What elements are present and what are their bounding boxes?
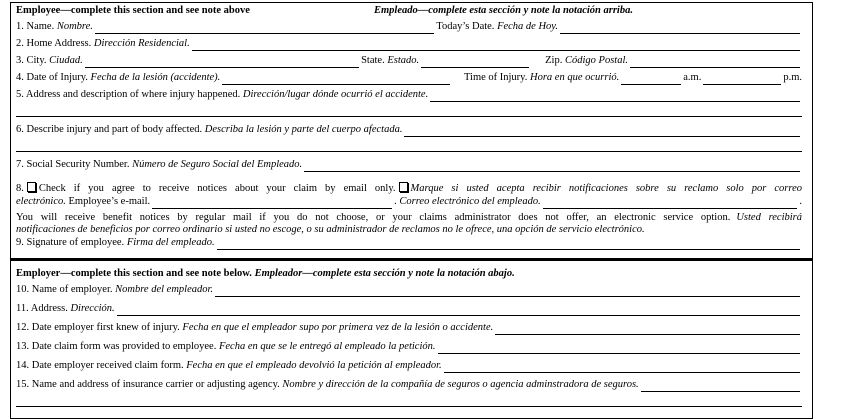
carrier-field[interactable]: [641, 381, 800, 392]
employee-section: [10, 2, 813, 259]
body-field[interactable]: [404, 126, 800, 137]
notice-es-2: notificaciones de beneficios por correo ordinario si usted no escoge, o su administrador de reclamos no le ofrece, una opción de servicio electrónico.: [16, 224, 645, 235]
row-received: [16, 359, 802, 373]
date-label: Today’s Date.: [436, 21, 495, 32]
carrier-label-es: Nombre y dirección de la compañía de seguros o agencia adminstradora de seguros.: [282, 379, 639, 390]
row-knew: [16, 321, 802, 335]
provided-field[interactable]: [438, 343, 801, 354]
body-label-es: Describa la lesión y parte del cuerpo afectada.: [204, 124, 403, 135]
row-name-date: [16, 20, 802, 34]
am-label: a.m.: [683, 72, 702, 83]
notice-en: You will receive benefit notices by regular mail if you do not choose, or your claims administrator does not offer, an electronic service option.: [16, 212, 731, 223]
place-label: 5. Address and description of where injury happened.: [16, 89, 241, 100]
row-email: electrónico. Employee’s e-mail. . Correo electrónico del empleado. .: [16, 196, 802, 207]
signature-field[interactable]: [217, 239, 800, 250]
row-city-state-zip: [16, 54, 802, 68]
row-employer-name: [16, 283, 802, 297]
name-label-es: Nombre.: [56, 21, 93, 32]
row-signature: [16, 236, 802, 250]
city-label-es: Ciudad.: [49, 55, 83, 66]
received-label: 14. Date employer received claim form.: [16, 360, 184, 371]
ssn-label-es: Número de Seguro Social del Empleado.: [132, 159, 303, 170]
carrier-field-line-2[interactable]: [16, 406, 802, 407]
signature-label-es: Firma del empleado.: [126, 237, 215, 248]
notice-es-1: Usted recibirá: [736, 212, 803, 223]
zip-field[interactable]: [630, 57, 800, 68]
email-num: 8.: [16, 183, 24, 194]
email-check-es: Marque si usted acepta recibir notificaciones sobre su reclamo solo por correo: [410, 183, 803, 194]
row-place: [16, 88, 802, 102]
provided-label: 13. Date claim form was provided to employee.: [16, 341, 217, 352]
employer-section: [10, 259, 813, 419]
body-label: 6. Describe injury and part of body affected.: [16, 124, 203, 135]
received-field[interactable]: [444, 362, 800, 373]
city-label: 3. City.: [16, 55, 47, 66]
carrier-label: 15. Name and address of insurance carrier or adjusting agency.: [16, 379, 280, 390]
address-field[interactable]: [192, 40, 800, 51]
state-label: State.: [361, 55, 385, 66]
employer-name-label: 10. Name of employer.: [16, 284, 113, 295]
employer-header-es: Empleador—complete esta sección y note la notación abajo.: [254, 268, 515, 279]
row-body-part: [16, 123, 802, 137]
state-label-es: Estado.: [387, 55, 420, 66]
address-label-es: Dirección Residencial.: [93, 38, 190, 49]
knew-label: 12. Date employer first knew of injury.: [16, 322, 180, 333]
employee-header-es: Empleado—complete esta sección y note la notación arriba.: [374, 5, 633, 16]
row-provided: [16, 340, 802, 354]
city-field[interactable]: [85, 57, 359, 68]
place-label-es: Dirección/lugar dónde ocurrió el accidente.: [242, 89, 429, 100]
injury-date-label: 4. Date of Injury.: [16, 72, 88, 83]
name-field[interactable]: [95, 23, 434, 34]
received-label-es: Fecha en que el empleado devolvió la petición al empleador.: [186, 360, 442, 371]
date-field[interactable]: [560, 23, 800, 34]
employer-address-label-es: Dirección.: [70, 303, 115, 314]
injury-time-pm-field[interactable]: [703, 74, 781, 85]
ssn-label: 7. Social Security Number.: [16, 159, 130, 170]
zip-label: Zip.: [545, 55, 563, 66]
date-label-es: Fecha de Hoy.: [497, 21, 558, 32]
row-injury-date-time: [16, 71, 802, 85]
ssn-field[interactable]: [304, 161, 800, 172]
row-ssn: [16, 158, 802, 172]
employer-name-field[interactable]: [215, 286, 800, 297]
provided-label-es: Fecha en que se le entregó al empleado la petición.: [218, 341, 436, 352]
state-field[interactable]: [421, 57, 529, 68]
injury-time-am-field[interactable]: [621, 74, 681, 85]
row-employer-address: [16, 302, 802, 316]
body-field-line-2[interactable]: [16, 151, 802, 152]
pm-label: p.m.: [783, 72, 802, 83]
row-notice-2: [16, 223, 802, 237]
email-label: Employee’s e-mail.: [68, 196, 151, 207]
injury-date-field[interactable]: [222, 74, 450, 85]
place-field[interactable]: [430, 91, 800, 102]
name-label: 1. Name.: [16, 21, 55, 32]
email-consent-checkbox-es[interactable]: [399, 182, 408, 192]
employer-name-label-es: Nombre del empleador.: [115, 284, 214, 295]
injury-time-label-es: Hora en que ocurrió.: [530, 72, 620, 83]
address-label: 2. Home Address.: [16, 38, 92, 49]
row-carrier: [16, 378, 802, 392]
injury-date-label-es: Fecha de la lesión (accidente).: [90, 72, 221, 83]
employer-address-field[interactable]: [117, 305, 800, 316]
employer-header: Employer—complete this section and see note below.: [16, 268, 252, 279]
row-address: [16, 37, 802, 51]
row-email-consent: [16, 182, 802, 196]
email-es-cont: electrónico.: [16, 196, 66, 207]
employee-header: Employee—complete this section and see note above: [16, 5, 250, 16]
employer-header-row: [16, 267, 802, 281]
place-field-line-2[interactable]: [16, 116, 802, 117]
employer-address-label: 11. Address.: [16, 303, 68, 314]
email-consent-checkbox[interactable]: [27, 182, 36, 192]
email-check-en: Check if you agree to receive notices about your claim by email only.: [38, 183, 396, 194]
knew-label-es: Fecha en que el empleador supo por primera vez de la lesión o accidente.: [182, 322, 494, 333]
email-field[interactable]: [152, 198, 392, 209]
knew-field[interactable]: [495, 324, 800, 335]
email-label-es: Correo electrónico del empleado.: [399, 196, 541, 207]
zip-label-es: Código Postal.: [564, 55, 628, 66]
employee-header-row: [16, 4, 802, 18]
email-field-es[interactable]: [543, 198, 798, 209]
injury-time-label: Time of Injury.: [463, 72, 528, 83]
signature-label: 9. Signature of employee.: [16, 237, 125, 248]
